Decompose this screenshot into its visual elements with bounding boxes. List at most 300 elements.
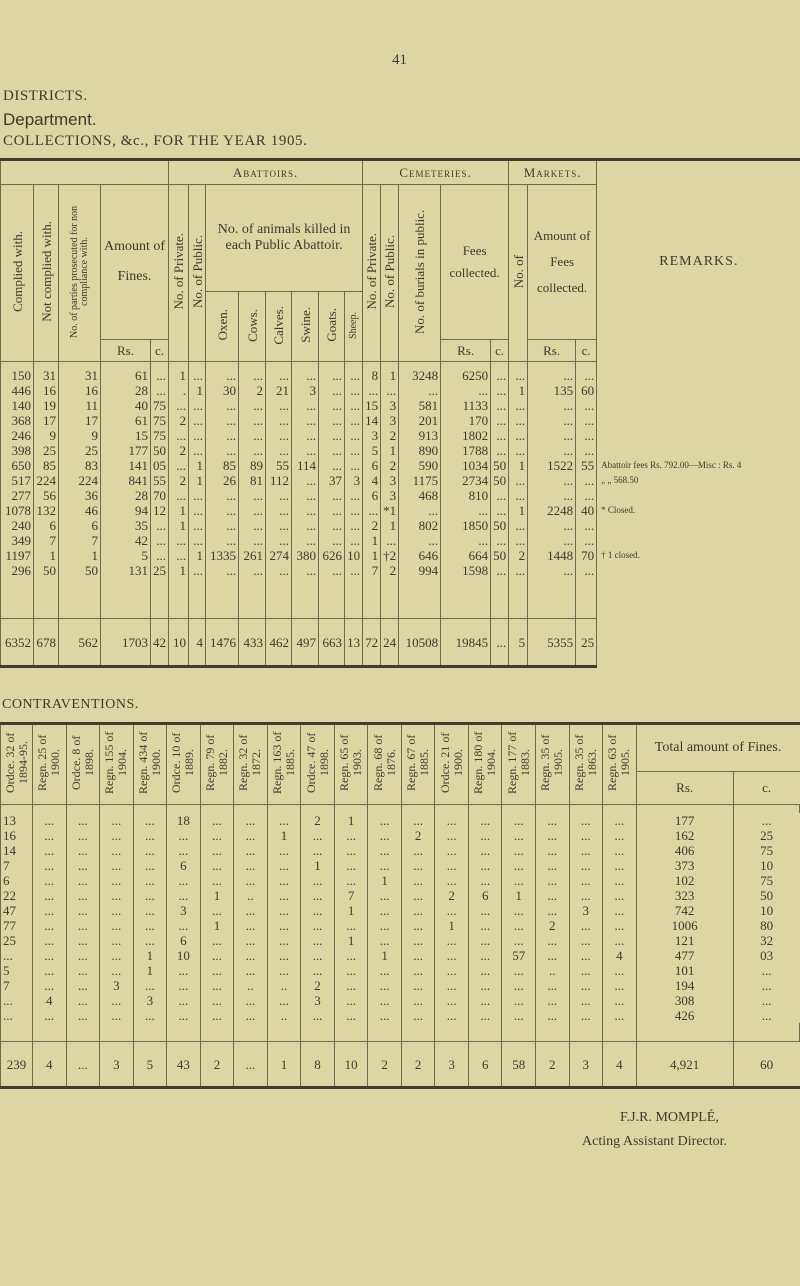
table-cell: ...	[100, 888, 134, 903]
ordinance-label: Regn. 177 of 1883.	[504, 731, 532, 795]
table-cell: ...	[536, 813, 570, 828]
table-cell: ...	[319, 443, 345, 458]
table-row	[1, 963, 800, 978]
spacer-cell	[603, 1023, 637, 1042]
table-cell: 446	[1, 383, 34, 398]
total-cell: 10	[169, 619, 189, 667]
table-row	[1, 903, 800, 918]
table-cell: ...	[345, 443, 363, 458]
table-cell: ...	[603, 888, 637, 903]
table-cell: 55	[151, 473, 169, 488]
table-cell: 57	[502, 948, 536, 963]
table-cell: ...	[239, 503, 266, 518]
fees-c-header: c.	[491, 340, 509, 362]
table-cell: ...	[536, 843, 570, 858]
total-cell: 5	[509, 619, 528, 667]
table-cell: ...	[33, 978, 67, 993]
table-cell: 37	[319, 473, 345, 488]
table-cell: ...	[169, 548, 189, 563]
totals-row	[1, 619, 800, 667]
table-cell: ...	[435, 873, 469, 888]
table-cell: 296	[1, 563, 34, 578]
table-cell: 1335	[206, 548, 239, 563]
table-cell: 2	[536, 918, 570, 933]
ordinance-column-header	[234, 724, 268, 805]
table-cell: 6250	[441, 368, 491, 383]
remark-cell	[597, 488, 800, 503]
table-cell: ...	[319, 518, 345, 533]
table-cell: ...	[435, 828, 469, 843]
total-cell: 1703	[101, 619, 151, 667]
table-cell: ...	[239, 398, 266, 413]
table-cell: 56	[34, 488, 59, 503]
table-cell: 246	[1, 428, 34, 443]
spacer-cell	[267, 1023, 301, 1042]
table-cell: ...	[334, 993, 368, 1008]
table-cell: ...	[267, 873, 301, 888]
table-cell: ...	[345, 533, 363, 548]
fine-c-cell: ...	[733, 1008, 799, 1023]
remark-cell	[597, 533, 800, 548]
table-cell: ...	[509, 368, 528, 383]
table-cell: ...	[33, 873, 67, 888]
table-cell: ...	[334, 963, 368, 978]
table-cell: ...	[100, 903, 134, 918]
table-cell: 26	[206, 473, 239, 488]
total-cell: 1	[267, 1042, 301, 1088]
table-cell: ...	[381, 533, 399, 548]
table-cell: ...	[468, 828, 502, 843]
table-cell: 890	[399, 443, 441, 458]
table-cell: ...	[441, 503, 491, 518]
page-title: COLLECTIONS, &c., FOR THE YEAR 1905.	[3, 133, 308, 149]
ordinance-label: Regn. 79 of 1882.	[202, 734, 230, 792]
table-cell: ...	[301, 1008, 335, 1023]
table-cell: ...	[200, 903, 234, 918]
table-cell: 94	[101, 503, 151, 518]
table-cell: 28	[101, 383, 151, 398]
spacer-cell	[569, 1023, 603, 1042]
table-cell: 46	[59, 503, 101, 518]
table-cell: ...	[401, 918, 435, 933]
table-cell: ...	[345, 563, 363, 578]
ordinance-label: Regn. 35 of 1863.	[571, 734, 599, 792]
table-cell: ...	[368, 978, 402, 993]
table-cell: ...	[441, 533, 491, 548]
table-cell: ...	[334, 873, 368, 888]
table-cell: ...	[239, 488, 266, 503]
table-cell: 3248	[399, 368, 441, 383]
table-cell: ..	[234, 978, 268, 993]
spacer-cell	[536, 1023, 570, 1042]
table-cell: 626	[319, 548, 345, 563]
table-row	[1, 1008, 800, 1023]
table-cell: 05	[151, 458, 169, 473]
spacer-cell	[401, 1023, 435, 1042]
total-cell: 1476	[206, 619, 239, 667]
table-cell: ...	[239, 533, 266, 548]
fine-rs-cell: 477	[636, 948, 733, 963]
table-cell: ...	[151, 368, 169, 383]
spacer-cell	[266, 578, 292, 619]
table-cell: ...	[603, 978, 637, 993]
table-cell: ...	[468, 1008, 502, 1023]
table-cell: ...	[239, 563, 266, 578]
table-cell: ...	[509, 563, 528, 578]
table-cell: 913	[399, 428, 441, 443]
table-cell: ...	[468, 918, 502, 933]
abattoir-public-header: No. of Public.	[190, 235, 205, 308]
table-cell: 1	[509, 383, 528, 398]
total-cell: 3	[569, 1042, 603, 1088]
table-cell: 3	[381, 398, 399, 413]
table-cell: ...	[206, 368, 239, 383]
table-cell: 2	[363, 518, 381, 533]
table-cell: ...	[234, 813, 268, 828]
table-cell: 1	[502, 888, 536, 903]
total-cell: 13	[345, 619, 363, 667]
fine-rs-cell: 742	[636, 903, 733, 918]
fine-c-cell: 75	[733, 843, 799, 858]
table-cell: 841	[101, 473, 151, 488]
table-cell: 1	[334, 933, 368, 948]
table-cell: ...	[603, 813, 637, 828]
table-cell: 1	[200, 888, 234, 903]
fine-rs-cell: 177	[636, 813, 733, 828]
total-cell: 19845	[441, 619, 491, 667]
table-cell: ...	[502, 918, 536, 933]
table-cell: ...	[239, 443, 266, 458]
table-cell: ...	[200, 948, 234, 963]
spacer-cell	[576, 578, 597, 619]
table-cell: 50	[491, 473, 509, 488]
table-cell: 55	[266, 458, 292, 473]
table-cell: ...	[66, 978, 100, 993]
table-cell: ...	[345, 383, 363, 398]
table-cell: ...	[509, 443, 528, 458]
table-cell: ...	[167, 978, 201, 993]
table-cell: ...	[167, 888, 201, 903]
table-cell: 85	[206, 458, 239, 473]
remark-cell	[597, 443, 800, 458]
table-cell: 1	[189, 383, 206, 398]
table-cell: 25	[1, 933, 33, 948]
table-cell: 1133	[441, 398, 491, 413]
table-cell: ...	[441, 383, 491, 398]
burials-header: No. of burials in public.	[412, 209, 428, 334]
table-cell: ...	[66, 903, 100, 918]
table-row	[1, 548, 800, 563]
table-cell: 274	[266, 548, 292, 563]
table-cell: 11	[59, 398, 101, 413]
table-cell: 3	[100, 978, 134, 993]
table-cell: ...	[502, 873, 536, 888]
table-cell: 1197	[1, 548, 34, 563]
table-cell: ...	[33, 903, 67, 918]
spacer-cell	[151, 578, 169, 619]
table-cell: 7	[1, 978, 33, 993]
ordinance-column-header	[267, 724, 301, 805]
spacer-cell	[334, 1023, 368, 1042]
spacer-cell	[636, 1023, 733, 1042]
table-cell: ...	[401, 948, 435, 963]
table-cell: ...	[334, 978, 368, 993]
table-cell: ...	[189, 518, 206, 533]
table-cell: ...	[569, 963, 603, 978]
table-cell: ...	[239, 428, 266, 443]
table-cell: ...	[576, 398, 597, 413]
table-cell: ...	[491, 533, 509, 548]
spacer-cell	[603, 805, 637, 814]
spacer-cell	[66, 805, 100, 814]
table-cell: ...	[468, 843, 502, 858]
spacer-cell	[267, 805, 301, 814]
fine-c-cell: 10	[733, 858, 799, 873]
table-cell: 1	[169, 368, 189, 383]
ordinance-column-header	[301, 724, 335, 805]
table-cell: ...	[292, 443, 319, 458]
table-cell: ...	[576, 368, 597, 383]
ordinance-column-header	[468, 724, 502, 805]
fine-rs-cell: 426	[636, 1008, 733, 1023]
table-row	[1, 533, 800, 548]
spacer-cell	[200, 1023, 234, 1042]
fine-c-cell: ...	[733, 813, 799, 828]
table-cell: ...	[133, 933, 167, 948]
table-cell: ..	[234, 888, 268, 903]
table-cell: ...	[189, 428, 206, 443]
table-cell: ...	[435, 903, 469, 918]
table-cell: 61	[101, 413, 151, 428]
spacer-cell	[334, 805, 368, 814]
abattoirs-header: Abattoirs.	[169, 160, 363, 185]
table-cell: .	[169, 383, 189, 398]
table-cell: ...	[167, 993, 201, 1008]
fine-rs-cell: 194	[636, 978, 733, 993]
complied-header: Complied with.	[9, 231, 25, 312]
spacer-cell	[292, 578, 319, 619]
table-cell: ...	[536, 978, 570, 993]
table-cell: ...	[133, 813, 167, 828]
table-cell: ...	[536, 993, 570, 1008]
table-cell: 1175	[399, 473, 441, 488]
table-cell: 7	[363, 563, 381, 578]
table-cell: 75	[151, 428, 169, 443]
table-cell: ...	[267, 888, 301, 903]
table-cell: ...	[133, 903, 167, 918]
spacer-cell	[441, 578, 491, 619]
table-cell: ...	[502, 1008, 536, 1023]
table-cell: 1	[509, 458, 528, 473]
table-cell: 85	[34, 458, 59, 473]
spacer-cell	[468, 1023, 502, 1042]
table-cell: 4	[363, 473, 381, 488]
table-cell: ...	[167, 963, 201, 978]
cemetery-private-header: No. of Private.	[364, 233, 380, 310]
table-cell: ...	[368, 858, 402, 873]
total-cell: 10	[334, 1042, 368, 1088]
table-cell: ...	[33, 888, 67, 903]
remark-cell	[597, 428, 800, 443]
spacer-cell	[206, 578, 239, 619]
oxen-header: Oxen.	[214, 309, 230, 341]
fines-rs-header: Rs.	[101, 340, 151, 362]
table-cell: ...	[200, 1008, 234, 1023]
fine-rs-cell: 162	[636, 828, 733, 843]
amount-c-header: c.	[576, 340, 597, 362]
ordinance-column-header	[502, 724, 536, 805]
table-cell: 277	[1, 488, 34, 503]
table-cell: ...	[189, 413, 206, 428]
table-cell: 6	[167, 933, 201, 948]
ordinance-column-header	[133, 724, 167, 805]
ordinance-column-header	[1, 724, 33, 805]
table-cell: 3	[381, 473, 399, 488]
table-cell: ...	[301, 873, 335, 888]
table-cell: 40	[576, 503, 597, 518]
table-cell: ...	[502, 813, 536, 828]
table-cell: ...	[569, 843, 603, 858]
table-cell: ...	[292, 503, 319, 518]
table-cell: 25	[34, 443, 59, 458]
table-cell: 60	[576, 383, 597, 398]
table-cell: ...	[345, 458, 363, 473]
spacer-cell	[502, 805, 536, 814]
table-cell: ...	[401, 888, 435, 903]
table-cell: ...	[334, 858, 368, 873]
table-cell: 50	[491, 458, 509, 473]
table-cell: ...	[167, 828, 201, 843]
table-cell: ...	[200, 978, 234, 993]
spacer-cell	[502, 1023, 536, 1042]
ordinance-label: Regn. 63 of 1905.	[605, 734, 633, 792]
table-cell: 150	[1, 368, 34, 383]
spacer-cell	[189, 578, 206, 619]
table-cell: ...	[266, 443, 292, 458]
table-cell: ...	[33, 933, 67, 948]
table-cell: ...	[151, 518, 169, 533]
table-cell: ...	[401, 993, 435, 1008]
ordinance-column-header	[569, 724, 603, 805]
table-cell: ...	[363, 383, 381, 398]
table-cell: ...	[33, 1008, 67, 1023]
fine-c-cell: 75	[733, 873, 799, 888]
table-cell: ...	[234, 948, 268, 963]
table-cell: 14	[363, 413, 381, 428]
remark-cell	[597, 413, 800, 428]
remark-cell: Abattoir fees Rs. 792.00—Misc : Rs. 4	[597, 458, 800, 473]
table-cell: 7	[59, 533, 101, 548]
table-cell: 1	[363, 548, 381, 563]
table-cell: †2	[381, 548, 399, 563]
table-cell: 22	[1, 888, 33, 903]
total-cell: 8	[301, 1042, 335, 1088]
table-cell: ...	[319, 458, 345, 473]
table-row	[1, 443, 800, 458]
table-cell: 1	[169, 503, 189, 518]
ordinance-label: Regn. 68 of 1876.	[370, 734, 398, 792]
total-cell: 72	[363, 619, 381, 667]
table-cell: 2	[401, 828, 435, 843]
table-cell: ...	[491, 368, 509, 383]
total-cell: 2	[401, 1042, 435, 1088]
total-cell: 4	[33, 1042, 67, 1088]
table-cell: 802	[399, 518, 441, 533]
table-cell: 2	[509, 548, 528, 563]
table-cell: 2	[169, 413, 189, 428]
table-cell: ...	[528, 518, 576, 533]
contraventions-body	[1, 805, 800, 1088]
table-cell: ...	[381, 383, 399, 398]
table-cell: ...	[528, 473, 576, 488]
table-cell: ...	[167, 873, 201, 888]
table-cell: ...	[133, 1008, 167, 1023]
table-cell: ...	[133, 828, 167, 843]
table-cell: 47	[1, 903, 33, 918]
table-cell: ...	[491, 398, 509, 413]
goats-header: Goats.	[324, 308, 339, 342]
table-cell: ...	[536, 873, 570, 888]
table-cell: ...	[189, 443, 206, 458]
prosecuted-header: No. of parties prosecuted for non compliance with.	[68, 205, 90, 338]
table-cell: ...	[66, 873, 100, 888]
table-cell: 590	[399, 458, 441, 473]
ordinance-label: Ordce. 47 of 1898.	[303, 732, 331, 794]
table-cell: ...	[435, 843, 469, 858]
table-cell: ...	[368, 963, 402, 978]
table-cell: ...	[200, 963, 234, 978]
table-cell: ...	[401, 963, 435, 978]
table-cell: ...	[528, 443, 576, 458]
markets-header: Markets.	[509, 160, 597, 185]
table-cell: ...	[266, 533, 292, 548]
table-cell: 16	[34, 383, 59, 398]
table-cell: ...	[319, 413, 345, 428]
table-cell: 9	[59, 428, 101, 443]
spacer-cell	[33, 1023, 67, 1042]
table-cell: ...	[234, 843, 268, 858]
table-row	[1, 813, 800, 828]
table-cell: 6	[34, 518, 59, 533]
table-cell: ...	[234, 1008, 268, 1023]
table-cell: ...	[66, 918, 100, 933]
table-cell: 3	[363, 428, 381, 443]
table-cell: 19	[34, 398, 59, 413]
table-cell: ...	[234, 828, 268, 843]
table-cell: ...	[603, 828, 637, 843]
spacer-cell	[1, 805, 33, 814]
fine-c-cell: ...	[733, 993, 799, 1008]
table-cell: 2	[169, 473, 189, 488]
table-cell: ...	[189, 398, 206, 413]
total-cell: ...	[491, 619, 509, 667]
fees-header: Fees collected.	[441, 185, 509, 340]
table-cell: ...	[267, 843, 301, 858]
table-cell: ...	[368, 813, 402, 828]
table-cell: ...	[528, 563, 576, 578]
table-cell: ...	[267, 933, 301, 948]
table-cell: ...	[491, 503, 509, 518]
table-cell: ...	[569, 1008, 603, 1023]
ordinance-column-header	[200, 724, 234, 805]
table-cell: ...	[569, 858, 603, 873]
table-cell: ...	[266, 518, 292, 533]
table-cell: ...	[401, 1008, 435, 1023]
table-cell: ...	[399, 533, 441, 548]
table-cell: ...	[66, 828, 100, 843]
ordinance-label: Regn. 67 of 1885.	[404, 734, 432, 792]
remark-cell: † 1 closed.	[597, 548, 800, 563]
